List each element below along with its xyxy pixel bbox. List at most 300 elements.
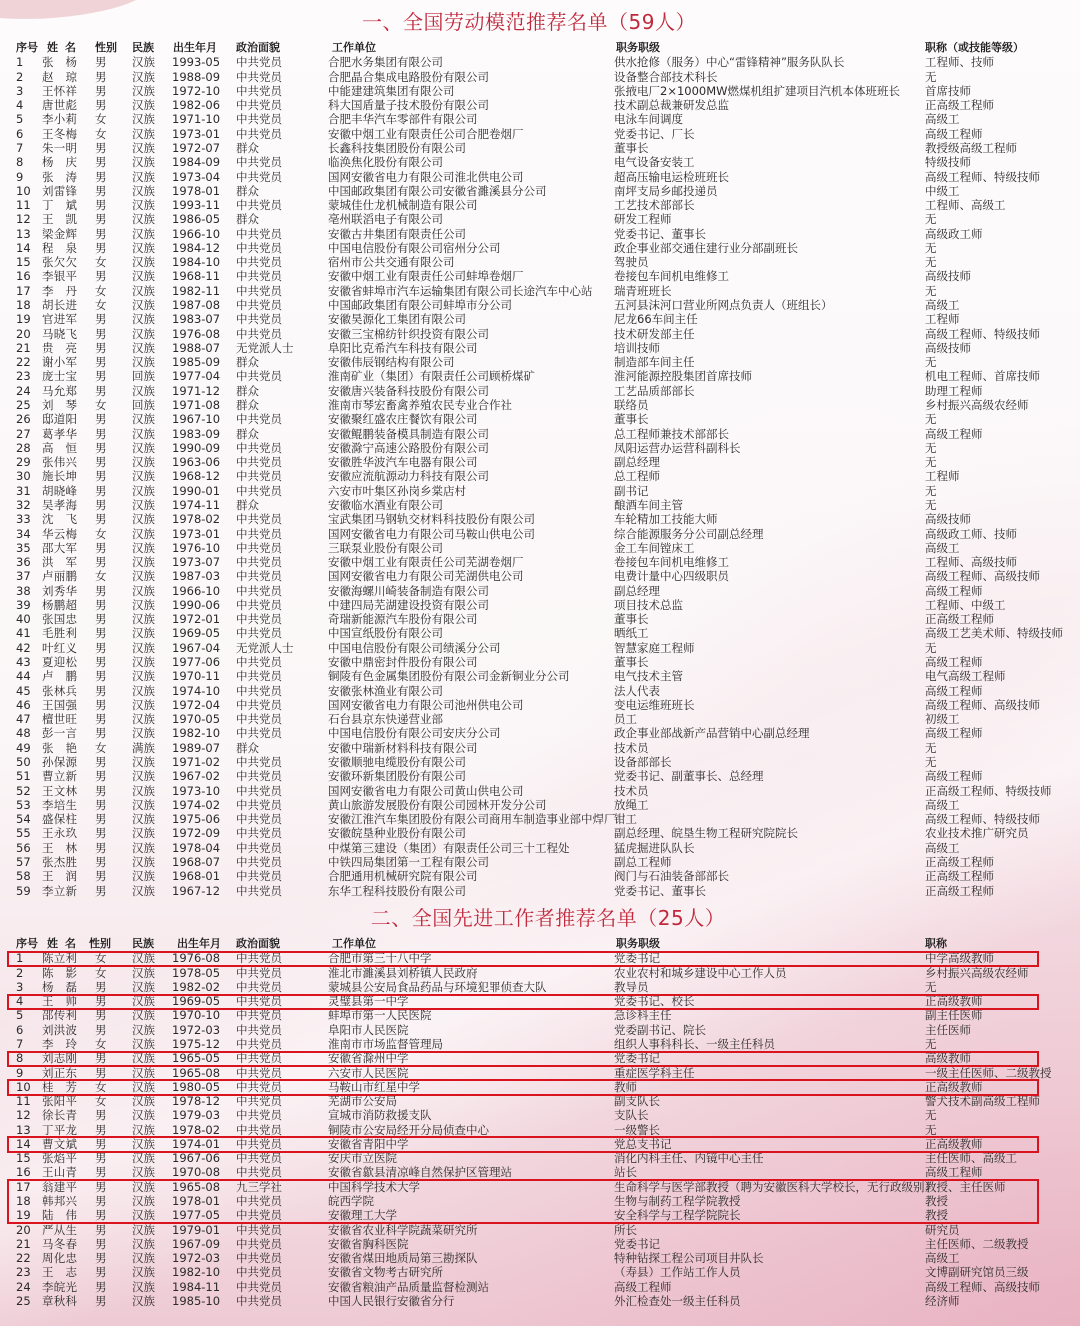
cell-gender: 男 [95, 340, 107, 355]
cell-birth: 1967-06 [172, 1151, 221, 1166]
cell-gender: 女 [95, 1079, 107, 1094]
cell-gender: 男 [95, 483, 107, 498]
cell-gender: 男 [95, 1108, 107, 1123]
cell-birth: 1975-12 [172, 1036, 221, 1051]
cell-ethnicity: 汉族 [132, 440, 155, 455]
cell-position: 农业农村和城乡建设中心工作人员 [614, 965, 787, 980]
cell-title: 首席技师 [925, 83, 971, 98]
cell-political: 中共党员 [236, 255, 282, 270]
cell-gender: 男 [95, 440, 107, 455]
cell-no: 16 [16, 1165, 31, 1180]
cell-position: 副书记 [614, 483, 649, 498]
cell-ethnicity: 汉族 [132, 712, 155, 727]
cell-position: 党委书记、校长 [614, 994, 695, 1009]
cell-name: 张欠欠 [42, 255, 77, 270]
cell-position: 技术员 [614, 783, 649, 798]
cell-no: 58 [16, 869, 31, 884]
cell-political: 中共党员 [236, 769, 282, 784]
cell-birth: 1972-07 [172, 140, 221, 155]
cell-name: 张焰平 [42, 1151, 77, 1166]
cell-birth: 1979-03 [172, 1108, 221, 1123]
cell-ethnicity: 汉族 [132, 965, 155, 980]
cell-position: 南坪支局乡邮投递员 [614, 183, 718, 198]
cell-gender: 男 [95, 226, 107, 241]
table-row [0, 184, 1080, 198]
cell-workplace: 安徽顺驰电缆股份有限公司 [328, 755, 466, 769]
cell-title: 高级工程师、特级技师 [925, 169, 1040, 184]
cell-ethnicity: 汉族 [132, 951, 155, 966]
header-name: 姓名 [47, 41, 76, 54]
cell-birth: 1978-01 [172, 1194, 221, 1209]
header-workplace: 工作单位 [332, 41, 376, 54]
cell-no: 54 [16, 812, 31, 827]
cell-gender: 男 [95, 640, 107, 655]
cell-political: 中共党员 [236, 1094, 282, 1109]
cell-gender: 女 [95, 1036, 107, 1051]
cell-no: 46 [16, 697, 31, 712]
cell-political: 中共党员 [236, 655, 282, 670]
cell-title: 无 [925, 212, 937, 227]
cell-ethnicity: 汉族 [132, 1108, 155, 1123]
cell-name: 张林兵 [42, 683, 77, 698]
cell-no: 12 [16, 212, 31, 227]
cell-title: 中学高级教师 [925, 951, 994, 966]
cell-birth: 1990-09 [172, 440, 221, 455]
cell-political: 中共党员 [236, 55, 282, 70]
table-row [0, 741, 1080, 755]
cell-workplace: 灵璧县第一中学 [328, 994, 409, 1009]
cell-ethnicity: 汉族 [132, 1094, 155, 1109]
table-row [0, 626, 1080, 640]
cell-gender: 男 [95, 1236, 107, 1251]
cell-title: 副主任医师 [925, 1008, 983, 1023]
cell-title: 高级技师 [925, 269, 971, 284]
cell-political: 中共党员 [236, 697, 282, 712]
cell-gender: 男 [95, 1165, 107, 1180]
cell-no: 3 [16, 83, 24, 98]
cell-ethnicity: 汉族 [132, 55, 155, 70]
table-row [0, 98, 1080, 112]
cell-no: 12 [16, 1108, 31, 1123]
cell-title: 高级工程师 [925, 769, 983, 784]
cell-title: 正高级教师 [925, 1136, 983, 1151]
cell-birth: 1983-07 [172, 312, 221, 327]
cell-name: 张杰胜 [42, 854, 77, 869]
cell-title: 高级政工师 [925, 226, 983, 241]
cell-position: 变电运维班班长 [614, 697, 695, 712]
cell-gender: 男 [95, 1065, 107, 1080]
cell-gender: 女 [95, 1094, 107, 1109]
cell-gender: 男 [95, 1151, 107, 1166]
cell-workplace: 六安市叶集区孙岗乡棠店村 [328, 483, 466, 498]
cell-gender: 男 [95, 1051, 107, 1066]
cell-ethnicity: 汉族 [132, 540, 155, 555]
cell-workplace: 中国邮政集团有限公司蚌埠市分公司 [328, 298, 512, 313]
cell-title: 中级工 [925, 183, 960, 198]
cell-workplace: 中国邮政集团有限公司安徽省濉溪县分公司 [328, 183, 547, 198]
cell-no: 29 [16, 455, 31, 470]
cell-political: 中共党员 [236, 326, 282, 341]
cell-no: 8 [16, 155, 24, 170]
cell-workplace: 安徽省文物考古研究所 [328, 1265, 443, 1280]
cell-gender: 男 [95, 597, 107, 612]
cell-no: 44 [16, 669, 31, 684]
cell-ethnicity: 汉族 [132, 169, 155, 184]
cell-position: 外汇检查处一级主任科员 [614, 1294, 741, 1308]
cell-position: 重症医学科主任 [614, 1065, 695, 1080]
cell-workplace: 中建四局芜湖建设投资有限公司 [328, 597, 489, 612]
cell-birth: 1975-06 [172, 812, 221, 827]
cell-birth: 1976-08 [172, 951, 221, 966]
cell-position: 政企事业部战新产品营销中心副总经理 [614, 726, 810, 741]
cell-name: 张阳平 [42, 1094, 77, 1109]
cell-title: 警犬技术副高级工程师 [925, 1094, 1040, 1109]
cell-gender: 男 [95, 1279, 107, 1294]
cell-gender: 男 [95, 326, 107, 341]
cell-workplace: 中能建建筑集团有限公司 [328, 83, 455, 98]
cell-position: 生物与制药工程学院教授 [614, 1194, 741, 1209]
cell-gender: 男 [95, 55, 107, 70]
cell-title: 高级工程师、特级技师 [925, 326, 1040, 341]
table-row [0, 966, 1080, 980]
cell-birth: 1972-09 [172, 826, 221, 841]
cell-workplace: 蚌埠市第一人民医院 [328, 1008, 432, 1023]
cell-workplace: 安徽省蚌埠市汽车运输集团有限公司长途汽车中心站 [328, 283, 593, 298]
cell-title: 正高级工程师 [925, 869, 994, 884]
cell-birth: 1972-01 [172, 612, 221, 627]
header-position: 职务职级 [616, 937, 660, 950]
cell-name: 王润 [42, 869, 77, 884]
cell-gender: 男 [95, 755, 107, 769]
cell-birth: 1967-04 [172, 640, 221, 655]
cell-political: 中共党员 [236, 1265, 282, 1280]
cell-name: 刘洪波 [42, 1022, 77, 1037]
section-title-advanced-workers: 二、全国先进工作者推荐名单（25人） [370, 906, 726, 930]
cell-birth: 1965-05 [172, 1051, 221, 1066]
cell-ethnicity: 汉族 [132, 1022, 155, 1037]
cell-gender: 男 [95, 540, 107, 555]
cell-no: 5 [16, 1008, 24, 1023]
cell-title: 工程师 [925, 312, 960, 327]
cell-workplace: 国网安徽省电力有限公司马鞍山供电公司 [328, 526, 535, 541]
cell-political: 中共党员 [236, 797, 282, 812]
cell-title: 高级工程师 [925, 583, 983, 598]
cell-title: 高级工程师、高级技师 [925, 697, 1040, 712]
cell-name: 毛胜利 [42, 626, 77, 641]
cell-title: 一级主任医师、二级教授 [925, 1065, 1052, 1080]
table-row [0, 980, 1080, 994]
cell-position: 技术副总裁兼研发总监 [614, 98, 729, 113]
cell-ethnicity: 汉族 [132, 340, 155, 355]
highlight-box [7, 1051, 1039, 1067]
cell-ethnicity: 汉族 [132, 497, 155, 512]
cell-title: 教授 [925, 1208, 948, 1223]
cell-workplace: 铜陵市公安局经开分局侦查中心 [328, 1122, 489, 1137]
cell-ethnicity: 汉族 [132, 183, 155, 198]
cell-political: 群众 [236, 383, 259, 398]
cell-birth: 1971-08 [172, 398, 221, 412]
cell-title: 高级工 [925, 797, 960, 812]
cell-name: 李立新 [42, 883, 77, 898]
cell-ethnicity: 回族 [132, 369, 155, 384]
cell-title: 正高级工程师 [925, 883, 994, 898]
cell-title: 工程师、高级技师 [925, 555, 1017, 570]
cell-political: 中共党员 [236, 854, 282, 869]
cell-position: 综合能源服务分公司副总经理 [614, 526, 764, 541]
cell-ethnicity: 汉族 [132, 155, 155, 170]
cell-political: 中共党员 [236, 755, 282, 769]
cell-gender: 男 [95, 854, 107, 869]
cell-no: 59 [16, 883, 31, 898]
cell-name: 邵传利 [42, 1008, 77, 1023]
cell-name: 梁金辉 [42, 226, 77, 241]
cell-title: 高级工艺美术师、特级技师 [925, 626, 1063, 641]
cell-ethnicity: 汉族 [132, 255, 155, 270]
table-row [0, 769, 1080, 783]
cell-no: 25 [16, 1294, 31, 1308]
table-row [0, 527, 1080, 541]
cell-birth: 1982-06 [172, 98, 221, 113]
cell-no: 9 [16, 1065, 24, 1080]
cell-ethnicity: 满族 [132, 740, 155, 755]
cell-position: 党委副书记、院长 [614, 1022, 706, 1037]
cell-gender: 男 [95, 1122, 107, 1137]
cell-ethnicity: 汉族 [132, 298, 155, 313]
cell-title: 无 [925, 640, 937, 655]
table-row [0, 284, 1080, 298]
cell-gender: 男 [95, 555, 107, 570]
cell-name: 王志 [42, 1265, 77, 1280]
cell-gender: 男 [95, 69, 107, 84]
cell-title: 正高级工程师、特级技师 [925, 783, 1052, 798]
cell-birth: 1980-05 [172, 1079, 221, 1094]
cell-political: 群众 [236, 426, 259, 441]
cell-no: 7 [16, 1036, 24, 1051]
cell-workplace: 安徽伟辰钢结构有限公司 [328, 355, 455, 370]
table-row [0, 541, 1080, 555]
table-row [0, 269, 1080, 283]
cell-no: 10 [16, 183, 31, 198]
cell-name: 周化忠 [42, 1251, 77, 1266]
table-header-row [0, 937, 1080, 951]
cell-position: 张掖电厂2×1000MW燃煤机组扩建项目汽机本体班班长 [614, 83, 901, 98]
table-row [0, 1151, 1080, 1165]
cell-political: 中共党员 [236, 526, 282, 541]
cell-gender: 女 [95, 740, 107, 755]
cell-gender: 男 [95, 497, 107, 512]
cell-name: 曹文斌 [42, 1136, 77, 1151]
cell-title: 高级工 [925, 112, 960, 127]
cell-birth: 1976-08 [172, 326, 221, 341]
cell-name: 华云梅 [42, 526, 77, 541]
cell-name: 翁建平 [42, 1179, 77, 1194]
cell-workplace: 淮南市琴宏畜禽养殖农民专业合作社 [328, 398, 512, 412]
cell-title: 农业技术推广研究员 [925, 826, 1029, 841]
table-row [0, 1294, 1080, 1308]
cell-position: 所长 [614, 1222, 637, 1237]
cell-name: 叶红义 [42, 640, 77, 655]
cell-ethnicity: 汉族 [132, 1279, 155, 1294]
cell-title: 教授、主任医师 [925, 1179, 1006, 1194]
cell-no: 24 [16, 383, 31, 398]
cell-workplace: 芜湖市公安局 [328, 1094, 397, 1109]
cell-gender: 男 [95, 169, 107, 184]
cell-workplace: 安徽中烟工业有限责任公司合肥卷烟厂 [328, 126, 524, 141]
cell-no: 32 [16, 497, 31, 512]
table-row [0, 712, 1080, 726]
cell-no: 16 [16, 269, 31, 284]
cell-name: 王永玖 [42, 826, 77, 841]
cell-birth: 1978-02 [172, 1122, 221, 1137]
cell-no: 13 [16, 1122, 31, 1137]
cell-workplace: 安徽滁宁高速公路股份有限公司 [328, 440, 489, 455]
cell-political: 中共党员 [236, 826, 282, 841]
cell-no: 31 [16, 483, 31, 498]
cell-ethnicity: 汉族 [132, 826, 155, 841]
cell-political: 中共党员 [236, 965, 282, 980]
cell-position: 副总经理 [614, 455, 660, 470]
cell-gender: 男 [95, 412, 107, 427]
cell-name: 高恒 [42, 440, 77, 455]
cell-gender: 男 [95, 198, 107, 213]
table-row [0, 1280, 1080, 1294]
cell-political: 中共党员 [236, 412, 282, 427]
cell-title: 主任医师、高级工 [925, 1151, 1017, 1166]
table-row [0, 84, 1080, 98]
cell-birth: 1984-10 [172, 255, 221, 270]
cell-birth: 1963-06 [172, 455, 221, 470]
cell-title: 高级工 [925, 298, 960, 313]
cell-ethnicity: 汉族 [132, 612, 155, 627]
cell-title: 高级技师 [925, 512, 971, 527]
cell-title: 高级工 [925, 1251, 960, 1266]
cell-gender: 男 [95, 426, 107, 441]
cell-no: 23 [16, 1265, 31, 1280]
cell-position: 阀门与石油装备部部长 [614, 869, 729, 884]
cell-no: 9 [16, 169, 24, 184]
cell-political: 中共党员 [236, 683, 282, 698]
cell-political: 群众 [236, 140, 259, 155]
cell-no: 41 [16, 626, 31, 641]
cell-workplace: 合肥市第三十八中学 [328, 951, 432, 966]
cell-political: 中共党员 [236, 240, 282, 255]
cell-title: 无 [925, 440, 937, 455]
cell-title: 无 [925, 483, 937, 498]
cell-political: 中共党员 [236, 597, 282, 612]
cell-name: 曹立新 [42, 769, 77, 784]
cell-birth: 1974-10 [172, 683, 221, 698]
cell-birth: 1972-04 [172, 697, 221, 712]
table-row [0, 170, 1080, 184]
cell-name: 丁平龙 [42, 1122, 77, 1137]
cell-no: 3 [16, 979, 24, 994]
cell-title: 教授 [925, 1194, 948, 1209]
cell-political: 中共党员 [236, 1208, 282, 1223]
cell-gender: 女 [95, 951, 107, 966]
cell-political: 中共党员 [236, 812, 282, 827]
cell-political: 群众 [236, 497, 259, 512]
cell-political: 中共党员 [236, 469, 282, 484]
table-row [0, 612, 1080, 626]
cell-birth: 1978-02 [172, 512, 221, 527]
cell-ethnicity: 汉族 [132, 383, 155, 398]
cell-birth: 1972-03 [172, 1022, 221, 1037]
cell-birth: 1977-05 [172, 1208, 221, 1223]
cell-gender: 男 [95, 583, 107, 598]
cell-position: 培训技师 [614, 340, 660, 355]
cell-no: 14 [16, 1136, 31, 1151]
cell-ethnicity: 汉族 [132, 669, 155, 684]
cell-ethnicity: 汉族 [132, 726, 155, 741]
cell-position: 政企事业部交通住建行业分部副班长 [614, 240, 798, 255]
cell-political: 中共党员 [236, 1151, 282, 1166]
cell-birth: 1982-02 [172, 979, 221, 994]
cell-birth: 1986-05 [172, 212, 221, 227]
table-row [0, 512, 1080, 526]
cell-political: 中共党员 [236, 269, 282, 284]
cell-birth: 1969-05 [172, 626, 221, 641]
cell-no: 48 [16, 726, 31, 741]
cell-position: 站长 [614, 1165, 637, 1180]
cell-ethnicity: 汉族 [132, 883, 155, 898]
cell-ethnicity: 汉族 [132, 512, 155, 527]
cell-ethnicity: 汉族 [132, 526, 155, 541]
cell-no: 15 [16, 1151, 31, 1166]
cell-position: 卷接包车间机电维修工 [614, 555, 729, 570]
cell-political: 群众 [236, 212, 259, 227]
cell-birth: 1967-10 [172, 412, 221, 427]
cell-workplace: 安徽昊源化工集团有限公司 [328, 312, 466, 327]
header-workplace: 工作单位 [332, 937, 376, 950]
cell-workplace: 安庆市立医院 [328, 1151, 397, 1166]
cell-workplace: 中国宣纸股份有限公司 [328, 626, 443, 641]
cell-gender: 男 [95, 994, 107, 1009]
cell-workplace: 中国人民银行安徽省分行 [328, 1294, 455, 1308]
cell-no: 20 [16, 326, 31, 341]
cell-political: 中共党员 [236, 626, 282, 641]
cell-position: 智慧家庭工程师 [614, 640, 695, 655]
cell-no: 50 [16, 755, 31, 769]
cell-workplace: 蒙城佳仕龙机械制造有限公司 [328, 198, 478, 213]
cell-birth: 1973-01 [172, 526, 221, 541]
cell-title: 正高级教师 [925, 994, 983, 1009]
cell-workplace: 中铁四局集团第一工程有限公司 [328, 854, 489, 869]
cell-title: 高级工程师 [925, 683, 983, 698]
cell-title: 无 [925, 355, 937, 370]
header-ethnicity: 民族 [132, 41, 154, 54]
cell-political: 中共党员 [236, 1108, 282, 1123]
cell-title: 无 [925, 1036, 937, 1051]
cell-title: 主任医师 [925, 1022, 971, 1037]
cell-ethnicity: 汉族 [132, 1165, 155, 1180]
cell-title: 无 [925, 283, 937, 298]
cell-ethnicity: 汉族 [132, 797, 155, 812]
header-no: 序号 [16, 937, 38, 950]
cell-name: 洪军 [42, 555, 77, 570]
cell-political: 中共党员 [236, 1079, 282, 1094]
cell-position: 副支队长 [614, 1094, 660, 1109]
cell-gender: 男 [95, 155, 107, 170]
cell-no: 28 [16, 440, 31, 455]
cell-position: 教导员 [614, 979, 649, 994]
cell-birth: 1977-04 [172, 369, 221, 384]
cell-workplace: 奇瑞新能源汽车股份有限公司 [328, 612, 478, 627]
table-row [0, 498, 1080, 512]
table-row [0, 427, 1080, 441]
cell-workplace: 科大国盾量子技术股份有限公司 [328, 98, 489, 113]
cell-name: 吴孝海 [42, 497, 77, 512]
cell-title: 工程师、高级工 [925, 198, 1006, 213]
